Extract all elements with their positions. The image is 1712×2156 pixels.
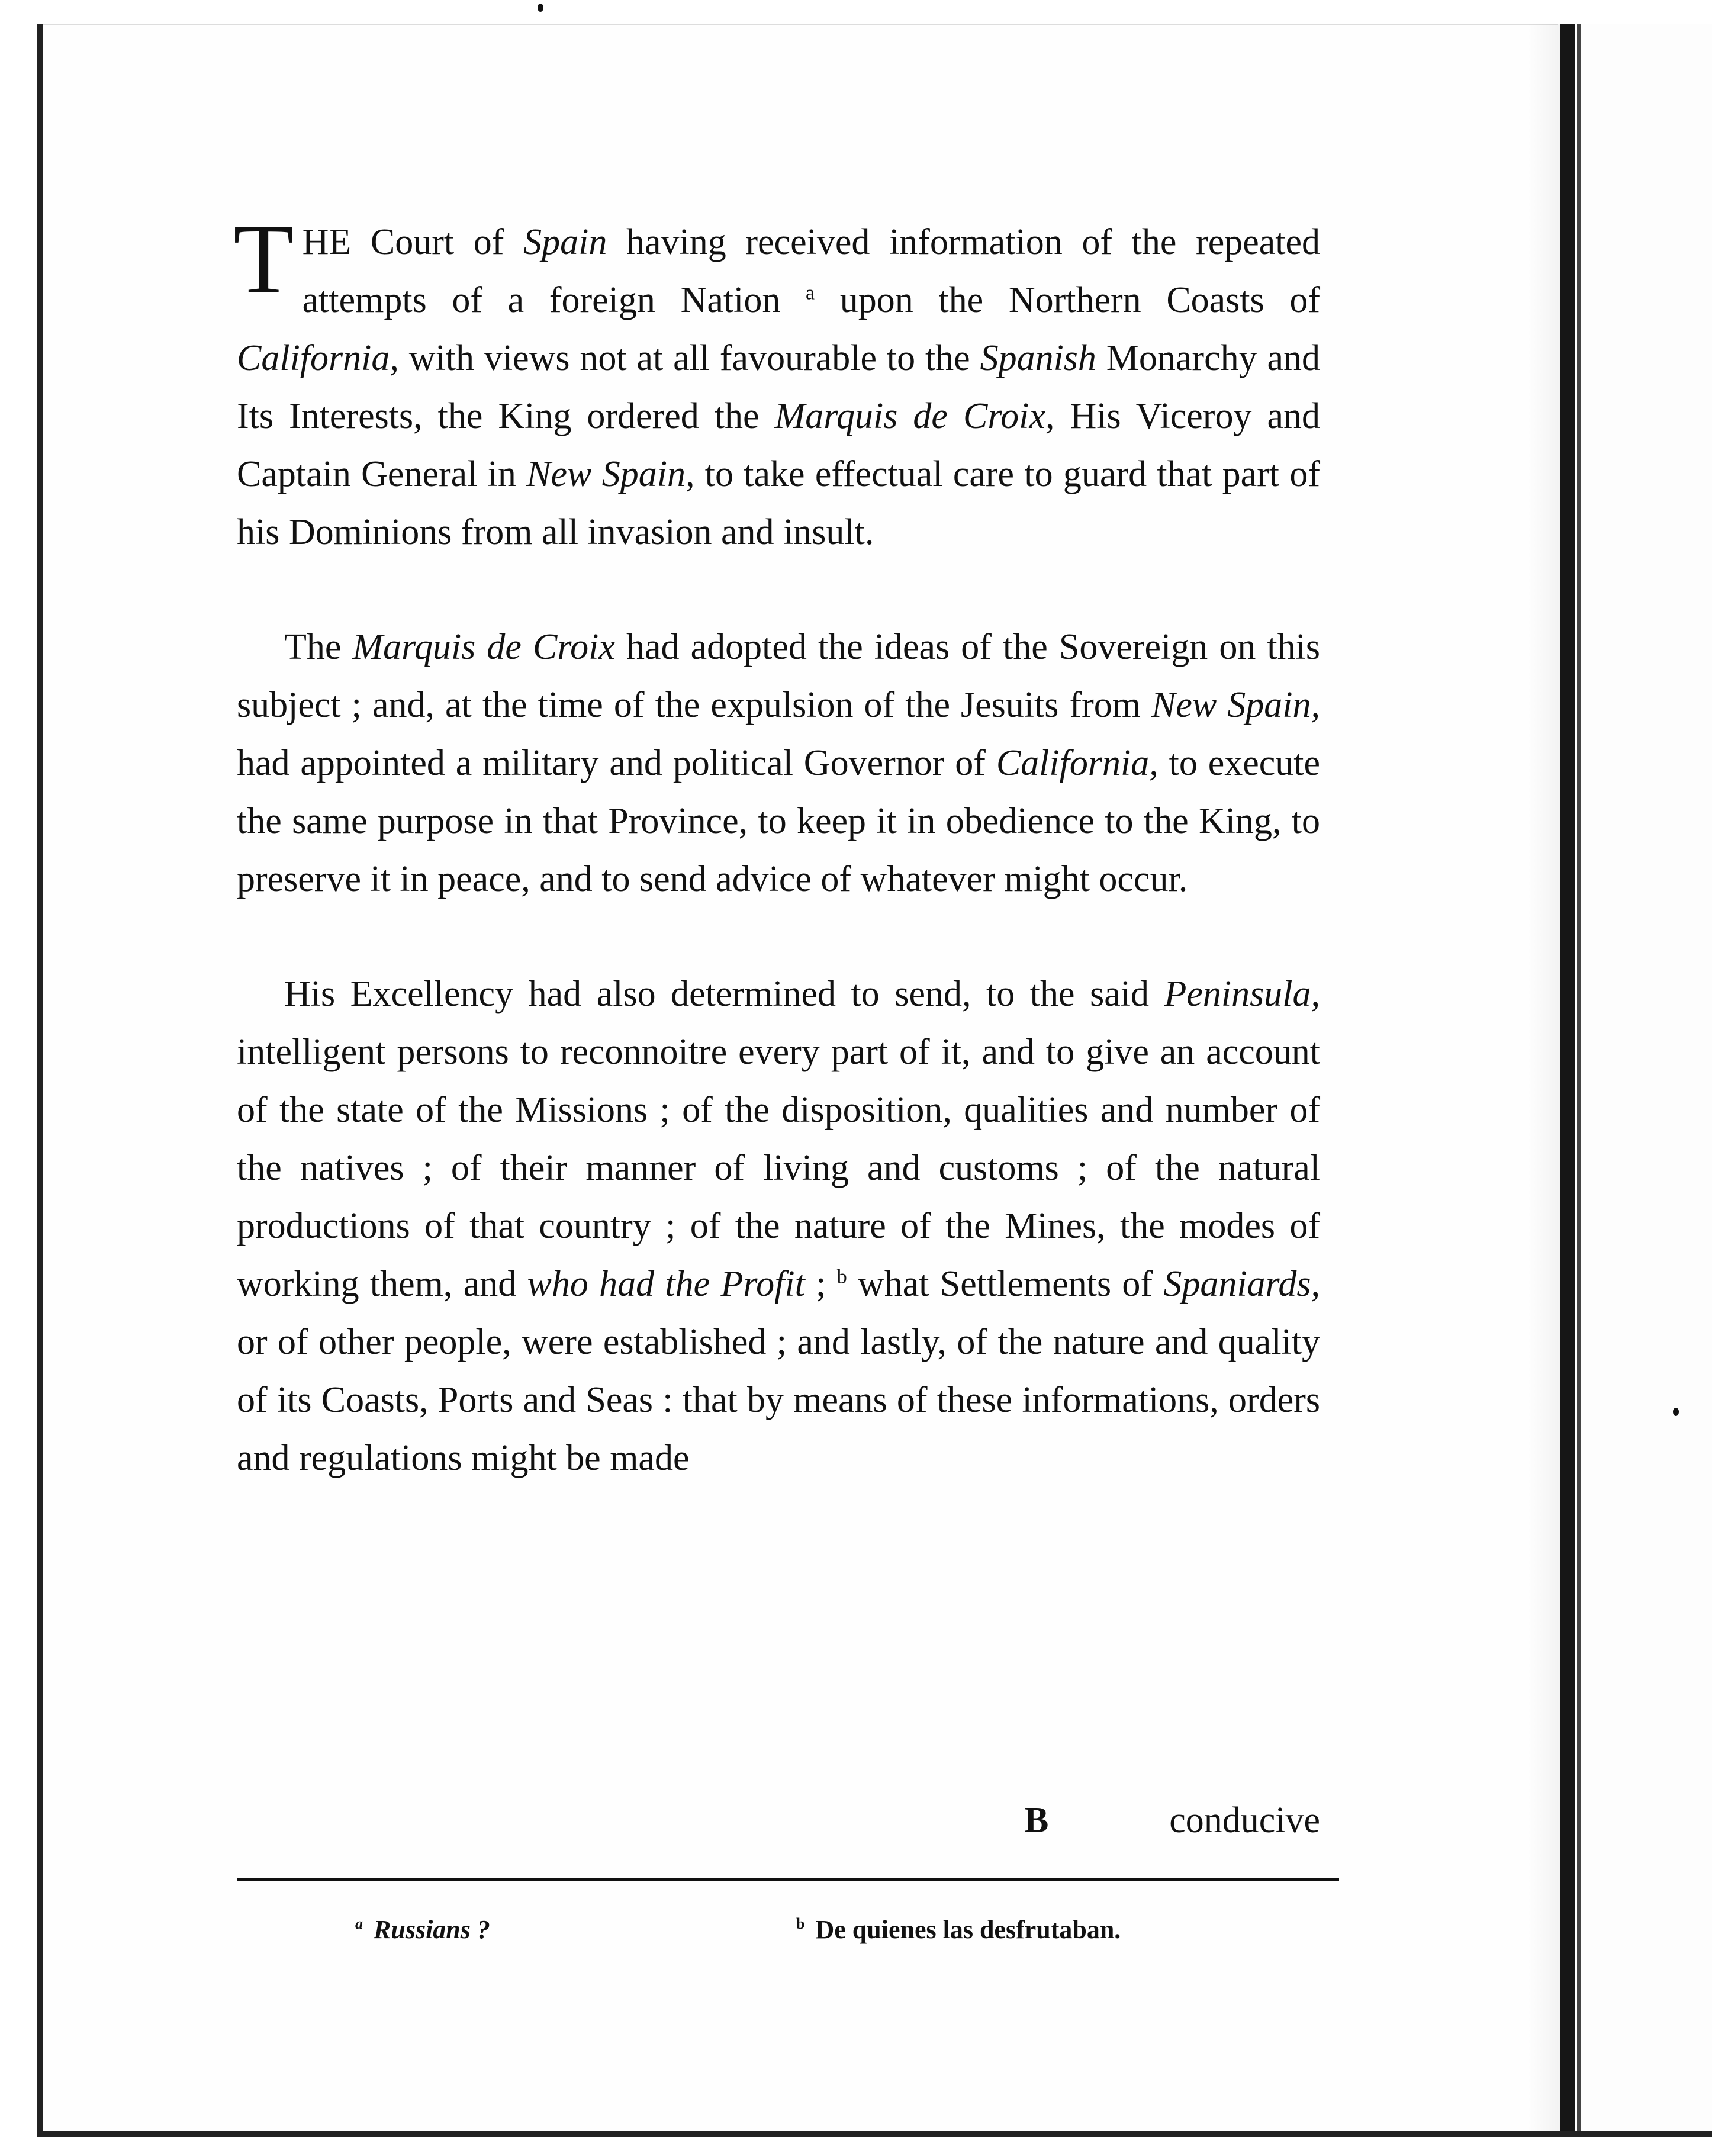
- footnote-a-mark: a: [355, 1915, 363, 1933]
- footnote-ref: b: [836, 1266, 847, 1288]
- footnote-b-mark: b: [796, 1915, 805, 1933]
- italic-text: Spanish: [980, 338, 1096, 378]
- footnotes: [237, 1906, 1320, 1959]
- left-page-edge: [37, 24, 43, 2131]
- italic-text: Marquis de Croix,: [774, 396, 1055, 436]
- text-run: HE Court of: [302, 222, 524, 262]
- text-run: had adopted the ideas of the Sovereign on this subject ; and, at the time of the expulsion of the Jesuits from: [237, 627, 1320, 725]
- footnote-b: [796, 1906, 1121, 1954]
- footnote-a: [355, 1906, 490, 1954]
- paragraph-1: [233, 204, 1321, 561]
- bottom-page-edge: [37, 2131, 1712, 2137]
- italic-text: Marquis de Croix: [352, 627, 615, 667]
- footnote-ref: a: [806, 282, 815, 304]
- italic-text: New Spain,: [526, 454, 695, 494]
- italic-text: Spaniards,: [1163, 1264, 1320, 1304]
- signature-line: [237, 1794, 1320, 1847]
- text-run: Monarchy and Its Interests, the King ordered the: [237, 338, 1320, 436]
- text-run: The: [284, 627, 353, 667]
- catchword: conducive: [1169, 1800, 1320, 1840]
- italic-text: Peninsula,: [1164, 974, 1320, 1014]
- italic-text: California,: [237, 338, 399, 378]
- text-run: with views not at all favourable to the: [398, 338, 980, 378]
- signature-mark: B: [1024, 1800, 1049, 1840]
- paragraph-1-text: [237, 222, 1320, 552]
- text-run: His Excellency had also determined to send, to the said: [284, 974, 1164, 1014]
- italic-text: New Spain,: [1151, 685, 1321, 725]
- italic-text: California,: [996, 743, 1159, 783]
- ink-speck: [538, 4, 543, 12]
- text-run: to execute the same purpose in that Province, to keep it in obedience to the King, to preserve it in peace, and to send advice of whatever might occur.: [237, 743, 1320, 899]
- footnote-a-text: Russians ?: [374, 1915, 490, 1944]
- text-run: His Viceroy and Captain General in: [237, 396, 1320, 494]
- text-run: having received information of the repeated attempts of a foreign Nation: [302, 222, 1320, 320]
- text-run: upon the Northern Coasts of: [815, 280, 1321, 320]
- paragraph-3: [237, 965, 1320, 1487]
- paragraph-2: [237, 618, 1320, 908]
- text-run: ;: [804, 1264, 837, 1304]
- text-run: intelligent persons to reconnoitre every part of it, and to give an account of the state of the Missions ; of the disposition, qualities and number of the natives ; of their manner of living and customs ; of the natural productions of that country ; of the nature of the Mines, the modes of working them, and: [237, 1032, 1320, 1304]
- next-page-edge: [1581, 24, 1712, 2131]
- ink-speck: [1673, 1408, 1679, 1416]
- italic-text: Spain: [523, 222, 607, 262]
- paragraph-3-text: [237, 974, 1320, 1478]
- text-run: had appointed a military and political Governor of: [237, 743, 996, 783]
- text-run: or of other people, were established ; and lastly, of the nature and quality of its Coasts, Ports and Seas : that by means of these informations, orders and regulations might be made: [237, 1322, 1320, 1478]
- italic-text: who had the Profit: [527, 1264, 805, 1304]
- paragraph-2-text: [237, 627, 1320, 899]
- footnote-rule: [237, 1878, 1339, 1881]
- book-binding: [1560, 24, 1575, 2131]
- body-text: [233, 204, 1321, 1544]
- footnote-b-text: De quienes las desfrutaban.: [815, 1915, 1121, 1944]
- text-run: what Settlements of: [847, 1264, 1164, 1304]
- text-run: to take effectual care to guard that part of his Dominions from all invasion and insult.: [237, 454, 1320, 552]
- drop-cap: T: [233, 204, 294, 314]
